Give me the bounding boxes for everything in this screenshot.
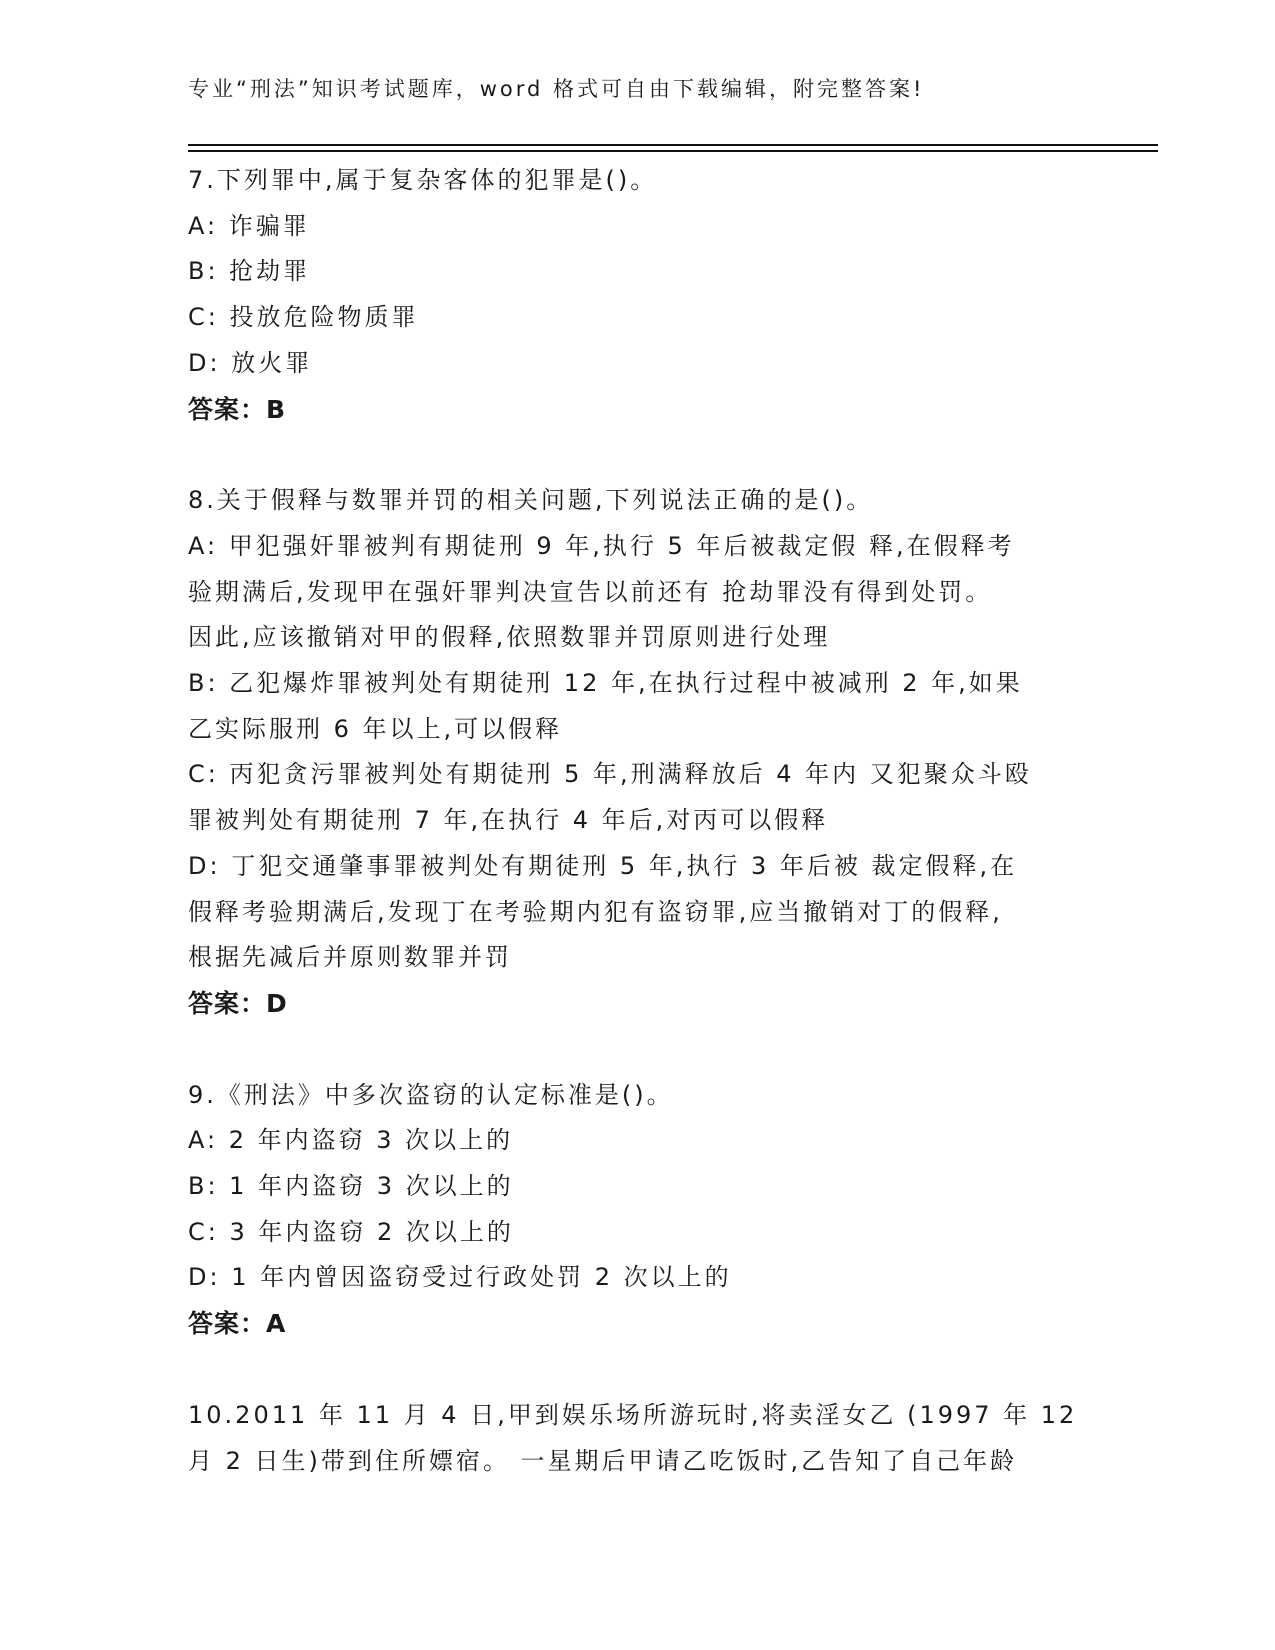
option-line: 假释考验期满后,发现丁在考验期内犯有盗窃罪,应当撤销对丁的假释, [188, 897, 1003, 926]
question-stem: 9.《刑法》中多次盗窃的认定标准是()。 [188, 1080, 674, 1109]
option-line: 因此,应该撤销对甲的假释,依照数罪并罚原则进行处理 [188, 623, 831, 652]
option-a [188, 524, 1088, 661]
option-a: A: 诈骗罪 [188, 211, 310, 240]
option-d: D: 放火罪 [188, 348, 313, 377]
answer: 答案：B [188, 394, 287, 424]
question-7 [188, 158, 1088, 432]
option-d: D: 1 年内曾因盗窃受过行政处罚 2 次以上的 [188, 1263, 732, 1292]
option-a: A: 2 年内盗窃 3 次以上的 [188, 1126, 514, 1155]
answer: 答案：D [188, 988, 288, 1018]
option-b: B: 抢劫罪 [188, 257, 311, 286]
option-line: D: 丁犯交通肇事罪被判处有期徒刑 5 年,执行 3 年后被 裁定假释,在 [188, 851, 1018, 880]
option-c [188, 752, 1088, 843]
question-8 [188, 478, 1088, 1026]
question-stem: 8.关于假释与数罪并罚的相关问题,下列说法正确的是()。 [188, 486, 874, 515]
option-line: 乙实际服刑 6 年以上,可以假释 [188, 714, 563, 743]
option-line: B: 乙犯爆炸罪被判处有期徒刑 12 年,在执行过程中被减刑 2 年,如果 [188, 669, 1023, 698]
option-line: C: 丙犯贪污罪被判处有期徒刑 5 年,刑满释放后 4 年内 又犯聚众斗殴 [188, 760, 1032, 789]
option-c: C: 3 年内盗窃 2 次以上的 [188, 1217, 514, 1246]
option-d [188, 844, 1088, 981]
question-stem: 7.下列罪中,属于复杂客体的犯罪是()。 [188, 166, 658, 194]
question-stem-line: 10.2011 年 11 月 4 日,甲到娱乐场所游玩时,将卖淫女乙 (1997 年 12 [188, 1400, 1078, 1429]
page-header: 专业“刑法”知识考试题库，word 格式可自由下载编辑，附完整答案! [188, 77, 925, 101]
answer: 答案：A [188, 1309, 287, 1339]
option-c: C: 投放危险物质罪 [188, 303, 419, 332]
option-line: A: 甲犯强奸罪被判有期徒刑 9 年,执行 5 年后被裁定假 释,在假释考 [188, 531, 1015, 560]
option-line: 验期满后,发现甲在强奸罪判决宣告以前还有 抢劫罪没有得到处罚。 [188, 577, 993, 606]
question-10 [188, 1393, 1088, 1484]
header-rule-top [188, 144, 1158, 146]
option-b: B: 1 年内盗窃 3 次以上的 [188, 1172, 514, 1201]
header-rule-bottom [188, 150, 1158, 152]
option-b [188, 661, 1088, 752]
question-stem-line: 月 2 日生)带到住所嫖宿。 一星期后甲请乙吃饭时,乙告知了自己年龄 [188, 1446, 1018, 1475]
question-9 [188, 1073, 1088, 1347]
question-list [188, 158, 1088, 1530]
option-line: 根据先减后并原则数罪并罚 [188, 943, 512, 972]
option-line: 罪被判处有期徒刑 7 年,在执行 4 年后,对丙可以假释 [188, 806, 829, 835]
